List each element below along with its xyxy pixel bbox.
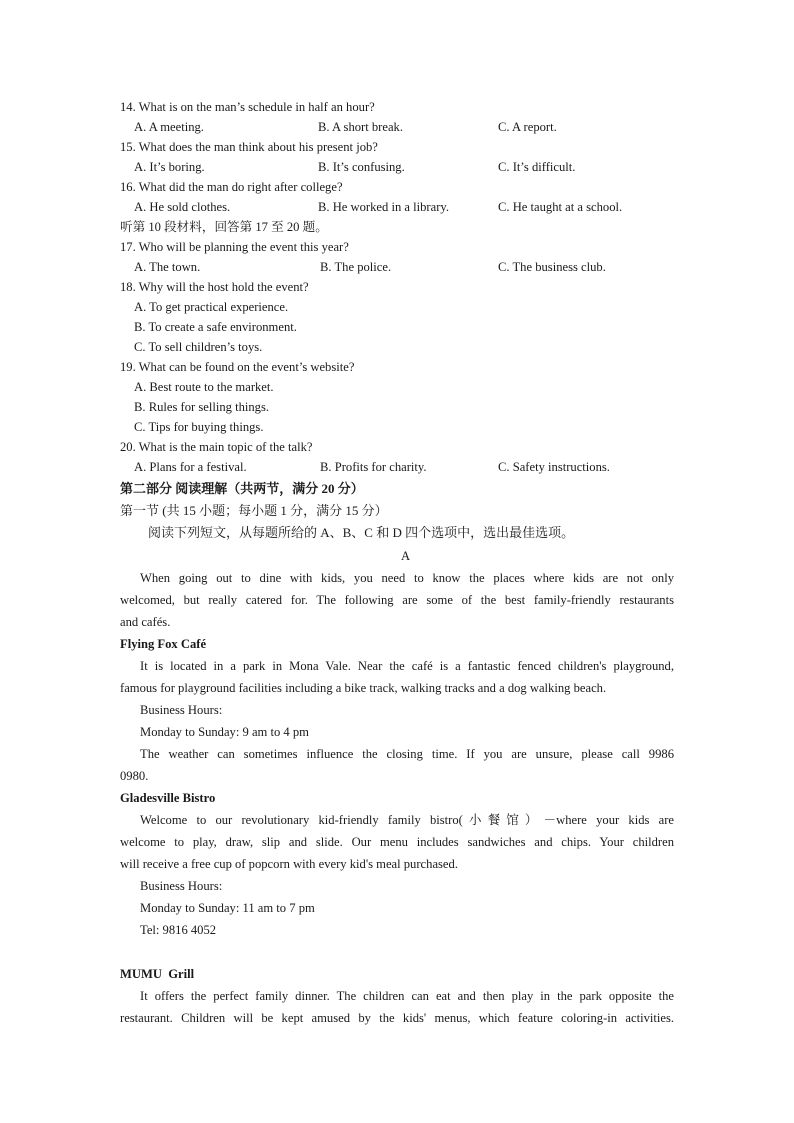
mumu-desc-1: It offers the perfect family dinner. The children can eat and then play in the park opposite the — [140, 989, 674, 1003]
q20-option-b: B. Profits for charity. — [320, 460, 427, 474]
question-14: 14. What is on the man’s schedule in half an hour? — [120, 100, 375, 114]
passage-label: A — [401, 549, 411, 563]
question-16: 16. What did the man do right after college? — [120, 180, 343, 194]
q16-option-c: C. He taught at a school. — [498, 200, 623, 214]
q17-option-b: B. The police. — [320, 260, 392, 274]
gladesville-hours: Monday to Sunday: 11 am to 7 pm — [140, 901, 315, 915]
q15-option-a: A. It’s boring. — [134, 160, 205, 174]
q17-option-c: C. The business club. — [498, 260, 606, 274]
flying-fox-hours-label: Business Hours: — [140, 703, 223, 717]
intro-line-2: welcomed, but really catered for. The following are some of the best family-friendly restaurants — [120, 593, 674, 607]
material-10-instruction: 听第 10 段材料，回答第 17 至 20 题。 — [120, 220, 328, 234]
q19-option-b: B. Rules for selling things. — [134, 400, 270, 414]
q16-option-a: A. He sold clothes. — [134, 200, 231, 214]
q14-option-c: C. A report. — [498, 120, 557, 134]
q15-option-c: C. It’s difficult. — [498, 160, 576, 174]
q14-option-b: B. A short break. — [318, 120, 404, 134]
q18-option-a: A. To get practical experience. — [134, 300, 289, 314]
flying-fox-desc-2: famous for playground facilities including a bike track, walking tracks and a dog walking beach. — [120, 681, 607, 695]
intro-line-1: When going out to dine with kids, you need to know the places where kids are not only — [140, 571, 674, 585]
question-15: 15. What does the man think about his present job? — [120, 140, 378, 154]
gladesville-heading: Gladesville Bistro — [120, 791, 216, 805]
mumu-desc-2: restaurant. Children will be kept amused by the kids' menus, which feature coloring-in activities. — [120, 1011, 674, 1025]
flying-fox-heading: Flying Fox Café — [120, 637, 207, 651]
flying-fox-note-1: The weather can sometimes influence the closing time. If you are unsure, please call 9986 — [140, 747, 674, 761]
gladesville-desc-2: welcome to play, draw, slip and slide. Our menu includes sandwiches and chips. Your children — [120, 835, 674, 849]
q18-option-b: B. To create a safe environment. — [134, 320, 297, 334]
q16-option-b: B. He worked in a library. — [318, 200, 450, 214]
question-19: 19. What can be found on the event’s website? — [120, 360, 355, 374]
q15-option-b: B. It’s confusing. — [318, 160, 405, 174]
q19-option-a: A. Best route to the market. — [134, 380, 274, 394]
gladesville-tel: Tel: 9816 4052 — [140, 923, 217, 937]
q20-option-c: C. Safety instructions. — [498, 460, 610, 474]
mumu-heading: MUMU Grill — [120, 967, 195, 981]
question-20: 20. What is the main topic of the talk? — [120, 440, 313, 454]
q18-option-c: C. To sell children’s toys. — [134, 340, 263, 354]
gladesville-desc-1: Welcome to our revolutionary kid-friendly family bistro(小餐馆）－where your kids are — [140, 813, 674, 827]
q17-option-a: A. The town. — [134, 260, 201, 274]
q19-option-c: C. Tips for buying things. — [134, 420, 264, 434]
q14-option-a: A. A meeting. — [134, 120, 204, 134]
intro-line-3: and cafés. — [120, 615, 171, 629]
question-17: 17. Who will be planning the event this year? — [120, 240, 349, 254]
flying-fox-desc-1: It is located in a park in Mona Vale. Near the café is a fantastic fenced children's playground, — [140, 659, 674, 673]
section-one-title: 第一节 (共 15 小题；每小题 1 分，满分 15 分） — [120, 503, 388, 518]
reading-instruction: 阅读下列短文，从每题所给的 A、B、C 和 D 四个选项中，选出最佳选项。 — [148, 525, 575, 540]
flying-fox-note-2: 0980. — [120, 769, 149, 783]
question-18: 18. Why will the host hold the event? — [120, 280, 309, 294]
gladesville-desc-3: will receive a free cup of popcorn with every kid's meal purchased. — [120, 857, 458, 871]
flying-fox-hours: Monday to Sunday: 9 am to 4 pm — [140, 725, 309, 739]
part-two-title: 第二部分 阅读理解（共两节，满分 20 分） — [120, 481, 364, 496]
gladesville-hours-label: Business Hours: — [140, 879, 223, 893]
q20-option-a: A. Plans for a festival. — [134, 460, 247, 474]
